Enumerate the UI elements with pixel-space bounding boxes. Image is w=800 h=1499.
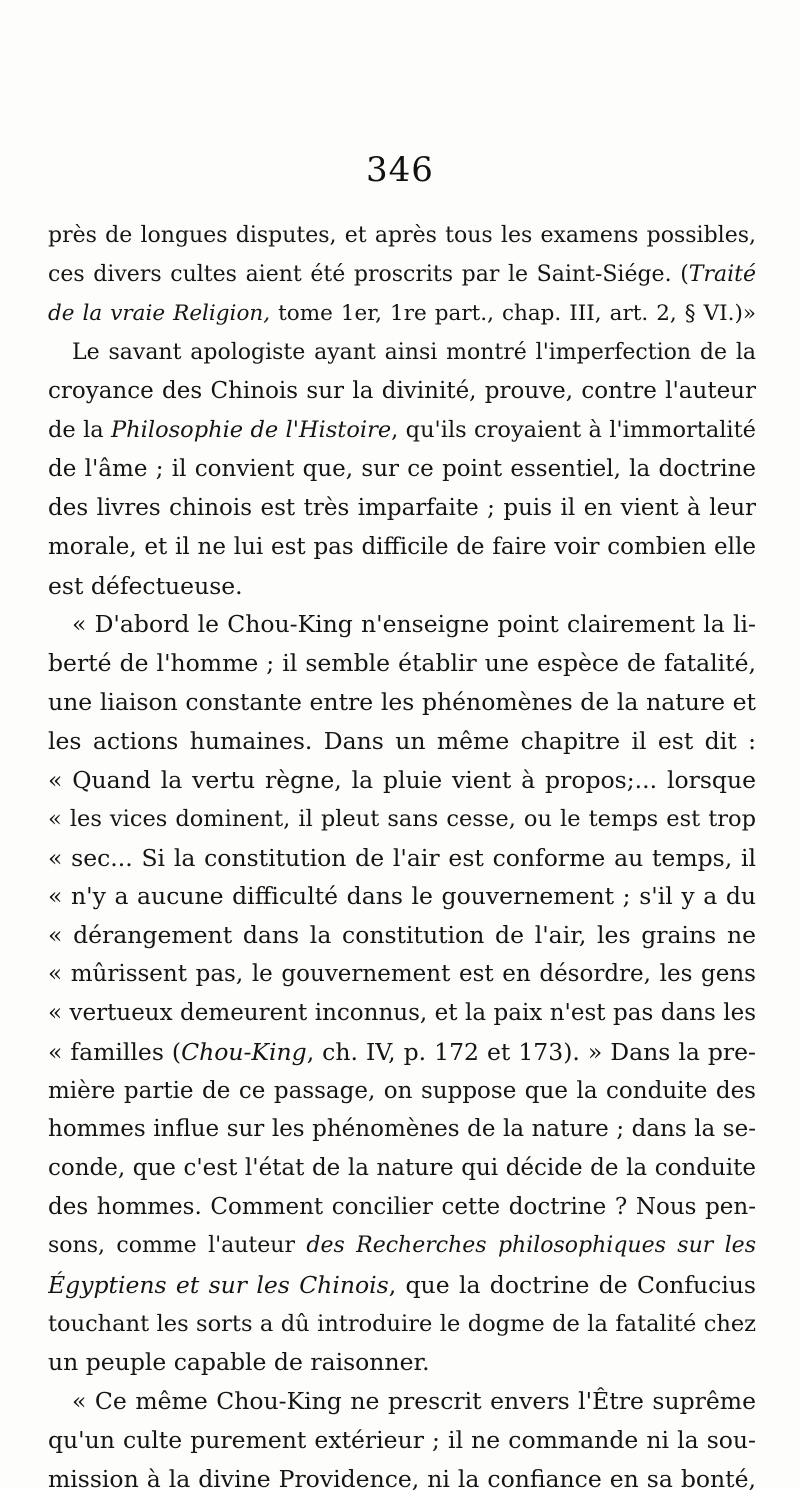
text-line bbox=[48, 1305, 756, 1344]
text-line bbox=[48, 800, 756, 839]
text-run: touchant les sorts a dû introduire le dogme de la fatalité chez bbox=[48, 1310, 756, 1337]
text-run: qu'un culte purement extérieur ; il ne commande ni la sou- bbox=[48, 1426, 756, 1455]
text-line bbox=[48, 1149, 756, 1188]
text-line bbox=[48, 994, 756, 1033]
page-number: 346 bbox=[366, 150, 434, 190]
text-run: est défectueuse. bbox=[48, 571, 243, 600]
italic-text: des Recherches philosophiques sur les bbox=[306, 1232, 756, 1258]
text-line bbox=[48, 1343, 756, 1382]
text-line bbox=[48, 955, 756, 994]
text-run: , que la doctrine de Confucius bbox=[388, 1270, 756, 1299]
text-line bbox=[48, 877, 756, 916]
italic-text: Chou-King bbox=[181, 1037, 307, 1066]
text-line bbox=[48, 1382, 756, 1421]
text-run: « les vices dominent, il pleut sans cesse, ou le temps est trop bbox=[48, 805, 756, 832]
text-line bbox=[48, 450, 756, 489]
text-run: ces divers cultes aient été proscrits par le Saint-Siége. ( bbox=[48, 261, 689, 287]
text-run: Le savant apologiste ayant ainsi montré l'imperfection de la bbox=[72, 339, 756, 365]
text-line bbox=[48, 1266, 756, 1305]
text-line bbox=[48, 916, 756, 955]
text-run: « dérangement dans la constitution de l'air, les grains ne bbox=[48, 921, 756, 950]
text-run: les actions humaines. Dans un même chapitre il est dit : bbox=[48, 726, 756, 755]
text-line bbox=[48, 839, 756, 878]
text-run: « familles ( bbox=[48, 1037, 182, 1066]
text-run: « sec... Si la constitution de l'air est conforme au temps, il bbox=[48, 843, 756, 872]
text-run: hommes influe sur les phénomènes de la nature ; dans la se- bbox=[48, 1116, 756, 1143]
text-line bbox=[48, 295, 756, 334]
text-line bbox=[48, 1110, 756, 1149]
text-line bbox=[48, 683, 756, 722]
italic-text: Traité bbox=[688, 261, 756, 287]
text-run: des hommes. Comment concilier cette doctrine ? Nous pen- bbox=[48, 1194, 756, 1221]
italic-text: de la vraie Religion, bbox=[48, 300, 271, 326]
text-line bbox=[48, 722, 756, 761]
text-line bbox=[48, 372, 756, 411]
italic-text: Égyptiens et sur les Chinois bbox=[48, 1270, 389, 1299]
text-run: morale, et il ne lui est pas difficile de faire voir combien elle bbox=[48, 533, 756, 560]
text-run: « n'y a aucune difficulté dans le gouvernement ; s'il y a du bbox=[48, 882, 756, 911]
text-run: , qu'ils croyaient à l'immortalité bbox=[391, 417, 756, 444]
text-run: de l'âme ; il convient que, sur ce point essentiel, la doctrine bbox=[48, 456, 756, 483]
text-line bbox=[48, 644, 756, 683]
text-line bbox=[48, 256, 756, 295]
text-line bbox=[48, 411, 756, 450]
text-run: mière partie de ce passage, on suppose que la conduite des bbox=[48, 1077, 756, 1104]
text-run: « D'abord le Chou-King n'enseigne point clairement la li- bbox=[72, 610, 756, 639]
text-line bbox=[48, 334, 756, 373]
text-line bbox=[48, 528, 756, 567]
text-line bbox=[48, 1227, 756, 1266]
text-run: de la bbox=[48, 417, 112, 444]
text-run: « mûrissent pas, le gouvernement est en désordre, les gens bbox=[48, 961, 756, 988]
text-run: près de longues disputes, et après tous les examens possibles, bbox=[48, 223, 756, 248]
text-run: sons, comme l'auteur bbox=[48, 1232, 307, 1258]
text-run: conde, que c'est l'état de la nature qui décide de la conduite bbox=[48, 1155, 756, 1182]
text-run: « Ce même Chou-King ne prescrit envers l'Être suprême bbox=[72, 1387, 756, 1416]
text-run: un peuple capable de raisonner. bbox=[48, 1348, 430, 1377]
text-run: « Quand la vertu règne, la pluie vient à propos;... lorsque bbox=[48, 765, 756, 794]
text-line bbox=[48, 761, 756, 800]
text-run: tome 1er, 1re part., chap. III, art. 2, § VI.)» bbox=[270, 300, 756, 326]
text-run: des livres chinois est très imparfaite ; puis il en vient à leur bbox=[48, 494, 756, 521]
text-line bbox=[48, 1033, 756, 1072]
text-line bbox=[48, 1188, 756, 1227]
text-line bbox=[48, 1421, 756, 1460]
text-line bbox=[48, 605, 756, 644]
text-run: berté de l'homme ; il semble établir une espèce de fatalité, bbox=[48, 649, 756, 678]
text-run: une liaison constante entre les phénomènes de la nature et bbox=[48, 688, 756, 717]
text-run: croyance des Chinois sur la divinité, prouve, contre l'auteur bbox=[48, 378, 756, 405]
text-line bbox=[48, 1072, 756, 1111]
text-line bbox=[48, 567, 756, 606]
text-line bbox=[48, 489, 756, 528]
text-run: « vertueux demeurent inconnus, et la paix n'est pas dans les bbox=[48, 999, 756, 1026]
text-run: , ch. IV, p. 172 et 173). » Dans la pre- bbox=[306, 1037, 756, 1066]
text-run: mission à la divine Providence, ni la confiance en sa bonté, bbox=[48, 1465, 756, 1493]
text-line bbox=[48, 217, 756, 256]
body-text bbox=[48, 217, 756, 1499]
text-line bbox=[48, 1460, 756, 1499]
italic-text: Philosophie de l'Histoire bbox=[111, 417, 392, 444]
